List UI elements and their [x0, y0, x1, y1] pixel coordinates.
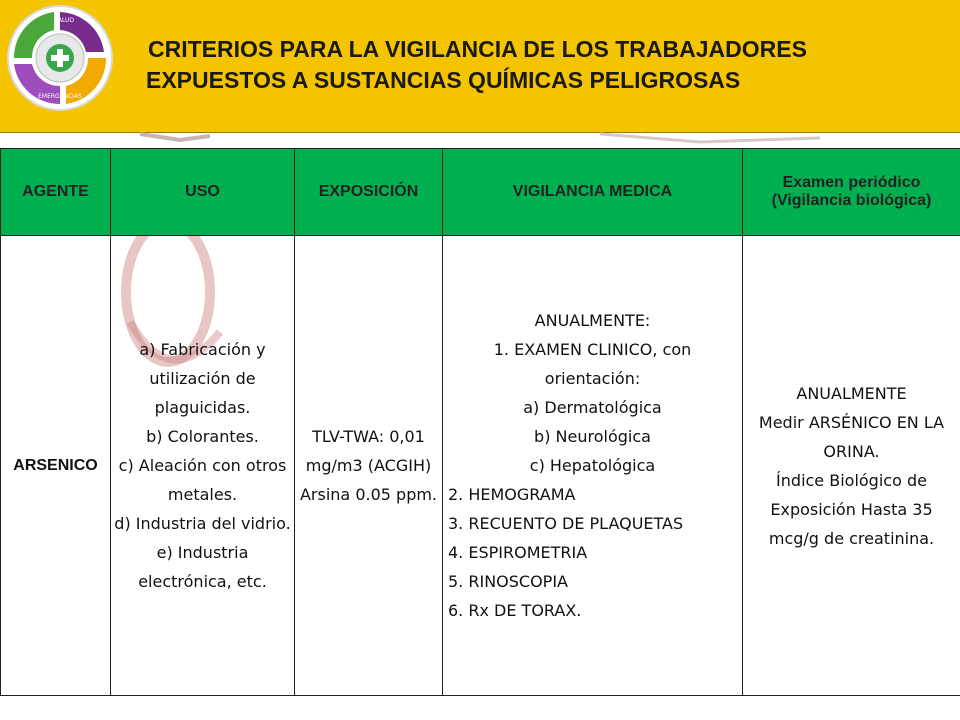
vigilancia-item: 4. ESPIROMETRIA: [448, 543, 588, 562]
header-uso: USO: [111, 149, 295, 236]
vigilancia-list: [448, 480, 739, 625]
logo-label-bottom: EMERGENCIAS: [38, 93, 82, 100]
surveillance-table: [0, 148, 960, 696]
cell-agente: ARSENICO: [1, 236, 111, 696]
cell-vigilancia: [443, 236, 743, 696]
uso-line: d) Industria del vidrio.: [114, 514, 291, 533]
vigilancia-centered: [446, 306, 739, 480]
vigilancia-line: b) Neurológica: [534, 427, 651, 446]
uso-line: a) Fabricación y utilización de plaguicidas.: [139, 340, 266, 417]
table-header-row: [1, 149, 960, 236]
uso-line: b) Colorantes.: [146, 427, 259, 446]
vigilancia-item: 6. Rx DE TORAX.: [448, 601, 582, 620]
header-exposicion: EXPOSICIÓN: [295, 149, 443, 236]
vigilancia-item: 2. HEMOGRAMA: [448, 485, 576, 504]
exposicion-line: TLV-TWA: 0,01 mg/m3 (ACGIH): [305, 427, 432, 475]
page-title: [148, 34, 948, 96]
logo-label-top: SALUD: [53, 17, 75, 24]
title-line-2: EXPUESTOS A SUSTANCIAS QUÍMICAS PELIGROSAS: [146, 67, 741, 93]
vigilancia-item: 5. RINOSCOPIA: [448, 572, 568, 591]
vigilancia-line: ANUALMENTE:: [534, 311, 651, 330]
header-vigilancia: VIGILANCIA MEDICA: [443, 149, 743, 236]
header-examen: Examen periódico (Vigilancia biológica): [743, 149, 960, 236]
table-row: [1, 236, 960, 696]
cell-examen: [743, 236, 960, 696]
separator-strip: [0, 133, 960, 149]
health-cycle-logo: [4, 2, 116, 114]
examen-line: Índice Biológico de Exposición Hasta 35 mcg/g de creatinina.: [768, 470, 935, 548]
slide-header: [0, 0, 960, 133]
vigilancia-item: 3. RECUENTO DE PLAQUETAS: [448, 514, 684, 533]
uso-line: c) Aleación con otros metales.: [118, 456, 287, 504]
examen-line: Medir ARSÉNICO EN LA ORINA.: [758, 412, 945, 461]
cell-uso: [111, 236, 295, 696]
cell-exposicion: [295, 236, 443, 696]
header-agente: AGENTE: [1, 149, 111, 236]
examen-line: ANUALMENTE: [796, 383, 907, 403]
vigilancia-line: 1. EXAMEN CLINICO, con orientación:: [493, 340, 692, 388]
title-line-1: CRITERIOS PARA LA VIGILANCIA DE LOS TRABAJADORES: [148, 36, 807, 62]
uso-line: e) Industria electrónica, etc.: [138, 543, 267, 591]
vigilancia-line: c) Hepatológica: [529, 456, 656, 475]
vigilancia-line: a) Dermatológica: [523, 398, 662, 417]
exposicion-line: Arsina 0.05 ppm.: [299, 485, 438, 504]
